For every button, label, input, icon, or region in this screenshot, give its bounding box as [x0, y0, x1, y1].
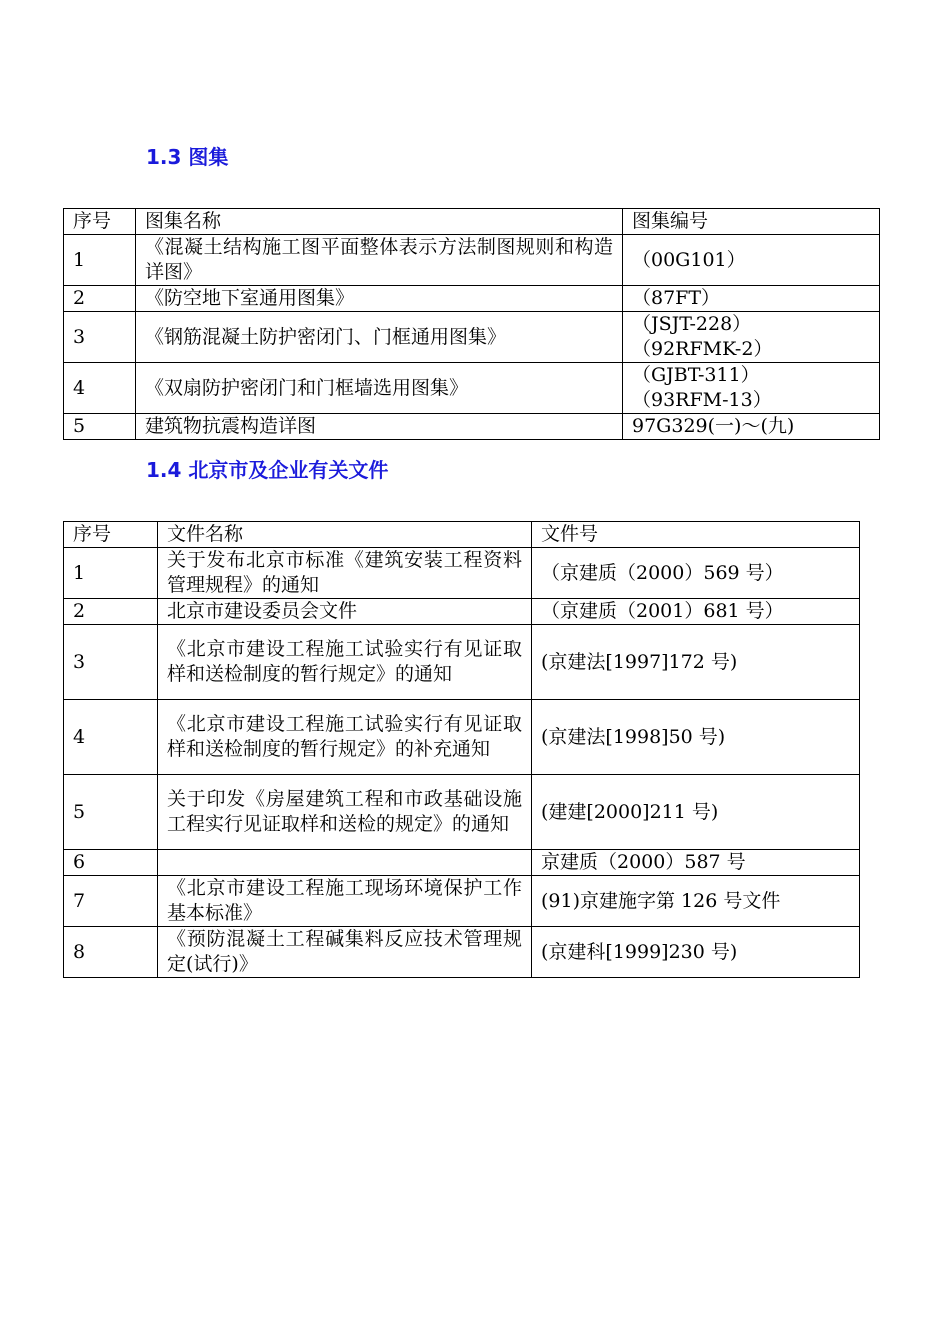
document-name: 《北京市建设工程施工试验实行有见证取样和送检制度的暂行规定》的补充通知: [158, 700, 532, 775]
atlas-code: （87FT）: [623, 286, 880, 312]
header-cell: 图集名称: [136, 209, 623, 235]
row-number: 5: [64, 775, 158, 850]
table-header-row: [64, 522, 860, 548]
document-name: [158, 850, 532, 876]
row-number: 6: [64, 850, 158, 876]
document-number: (京建法[1998]50 号): [532, 700, 860, 775]
atlas-code: 97G329(一)～(九): [623, 414, 880, 440]
section-heading-atlas: 1.3 图集: [146, 145, 229, 169]
header-cell: 序号: [64, 209, 136, 235]
atlas-code-line: （GJBT-311）: [632, 364, 760, 386]
atlas-code: [623, 363, 880, 414]
header-cell: 图集编号: [623, 209, 880, 235]
atlas-table: [63, 208, 880, 440]
table-row: [64, 312, 880, 363]
atlas-code-line: （92RFMK-2）: [632, 338, 773, 360]
document-name: 《北京市建设工程施工现场环境保护工作基本标准》: [158, 876, 532, 927]
table-row: [64, 235, 880, 286]
row-number: 4: [64, 363, 136, 414]
row-number: 2: [64, 286, 136, 312]
document-name: 《北京市建设工程施工试验实行有见证取样和送检制度的暂行规定》的通知: [158, 625, 532, 700]
document-number: （京建质（2001）681 号）: [532, 599, 860, 625]
table-row: [64, 850, 860, 876]
document-number: (京建法[1997]172 号): [532, 625, 860, 700]
document-number: (京建科[1999]230 号): [532, 927, 860, 978]
atlas-name: 《防空地下室通用图集》: [136, 286, 623, 312]
row-number: 8: [64, 927, 158, 978]
document-name: 《预防混凝土工程碱集料反应技术管理规定(试行)》: [158, 927, 532, 978]
row-number: 2: [64, 599, 158, 625]
table-row: [64, 599, 860, 625]
table-row: [64, 775, 860, 850]
row-number: 1: [64, 548, 158, 599]
table-row: [64, 625, 860, 700]
document-name: 北京市建设委员会文件: [158, 599, 532, 625]
table-row: [64, 414, 880, 440]
document-number: (建建[2000]211 号): [532, 775, 860, 850]
atlas-name: 《双扇防护密闭门和门框墙选用图集》: [136, 363, 623, 414]
table-row: [64, 876, 860, 927]
atlas-code-line: （JSJT-228）: [632, 313, 752, 335]
table-row: [64, 548, 860, 599]
atlas-code: （00G101）: [623, 235, 880, 286]
document-number: （京建质（2000）569 号）: [532, 548, 860, 599]
section-heading-documents: 1.4 北京市及企业有关文件: [146, 458, 389, 482]
header-cell: 序号: [64, 522, 158, 548]
table-row: [64, 363, 880, 414]
table-row: [64, 286, 880, 312]
atlas-code: [623, 312, 880, 363]
atlas-name: 《混凝土结构施工图平面整体表示方法制图规则和构造详图》: [136, 235, 623, 286]
table-row: [64, 927, 860, 978]
row-number: 4: [64, 700, 158, 775]
document-name: 关于印发《房屋建筑工程和市政基础设施工程实行见证取样和送检的规定》的通知: [158, 775, 532, 850]
documents-table: [63, 521, 860, 978]
atlas-name: 建筑物抗震构造详图: [136, 414, 623, 440]
document-number: 京建质（2000）587 号: [532, 850, 860, 876]
table-row: [64, 700, 860, 775]
header-cell: 文件号: [532, 522, 860, 548]
header-cell: 文件名称: [158, 522, 532, 548]
row-number: 5: [64, 414, 136, 440]
row-number: 3: [64, 312, 136, 363]
atlas-name: 《钢筋混凝土防护密闭门、门框通用图集》: [136, 312, 623, 363]
document-name: 关于发布北京市标准《建筑安装工程资料管理规程》的通知: [158, 548, 532, 599]
table-header-row: [64, 209, 880, 235]
row-number: 1: [64, 235, 136, 286]
row-number: 7: [64, 876, 158, 927]
row-number: 3: [64, 625, 158, 700]
document-number: (91)京建施字第 126 号文件: [532, 876, 860, 927]
atlas-code-line: （93RFM-13）: [632, 389, 772, 411]
